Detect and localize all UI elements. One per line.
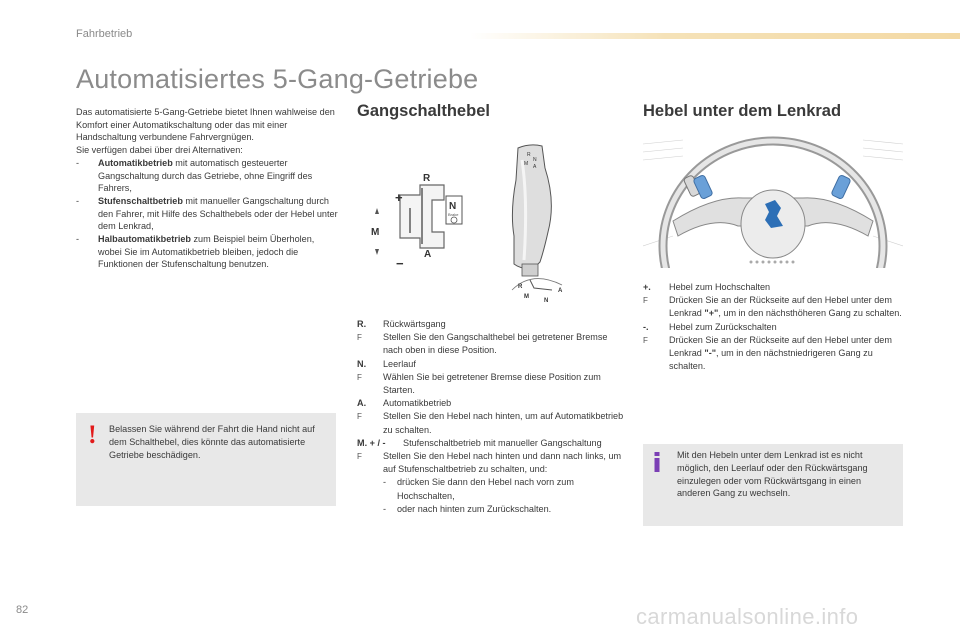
paddles-list: [643, 281, 908, 373]
watermark: carmanualsonline.info: [636, 604, 859, 629]
page-title: Automatisiertes 5-Gang-Getriebe: [76, 64, 479, 94]
base-label-r: R: [518, 284, 523, 290]
mode-term: Stufenschaltbetrieb: [98, 195, 183, 206]
info-icon: [653, 452, 661, 472]
mode-term: Halbautomatikbetrieb: [98, 234, 191, 245]
intro-paragraph: Das automatisierte 5-Gang-Getriebe bietet Ihnen wahlweise den Komfort einer Automatikschaltung oder das mit einer Handschaltung verbundene Fahrvergnügen.: [76, 107, 335, 143]
knob-label-m: M: [524, 161, 529, 167]
knob-label-a: A: [533, 164, 537, 170]
list-item: - Halbautomatikbetrieb zum Beispiel beim Überholen, wobei Sie im Automatikbetrieb bleiben, jedoch die Funktionen der Stufenschaltung benutzen.: [76, 234, 315, 270]
base-label-m: M: [524, 294, 529, 300]
warning-text: Belassen Sie während der Fahrt die Hand nicht auf dem Schalthebel, dies könnte das automatisierte Getriebe beschädigen.: [109, 424, 315, 460]
steering-wheel-illustration: [643, 136, 903, 268]
page-number: 82: [16, 604, 29, 616]
bullet-icon: F: [357, 333, 362, 343]
knob-label-r: R: [527, 152, 531, 158]
list-item: R. Rückwärtsgang: [357, 319, 446, 329]
list-item: F Drücken Sie an der Rückseite auf den Hebel unter dem Lenkrad "-", um in den nächstniedrigeren Gang zu schalten.: [643, 334, 908, 374]
bullet-icon: F: [643, 335, 648, 345]
paddles-title: Hebel unter dem Lenkrad: [643, 102, 842, 120]
gate-label-r: R: [423, 173, 431, 184]
bullet-icon: F: [357, 412, 362, 422]
list-item: - oder nach hinten zum Zurückschalten.: [383, 503, 552, 514]
list-item: F Stellen Sie den Hebel nach hinten und dann nach links, um auf Stufenschaltbetrieb zu schalten, und:: [357, 450, 627, 476]
gear-lever-list: [357, 318, 627, 516]
list-item: N. Leerlauf: [357, 358, 416, 369]
gate-label-a: A: [424, 249, 432, 260]
header-accent-bar: [470, 33, 960, 39]
list-item: A. Automatikbetrieb: [357, 398, 452, 409]
gate-label-m: M: [371, 227, 380, 238]
list-item: - drücken Sie dann den Hebel nach vorn zum Hochschalten,: [383, 477, 574, 501]
section-label: Fahrbetrieb: [76, 28, 133, 40]
list-item: F Stellen Sie den Hebel nach hinten, um auf Automatikbetrieb zu schalten.: [357, 410, 627, 436]
intro-text: [76, 106, 338, 271]
gate-label-plus: +: [395, 190, 403, 205]
list-item: - Stufenschaltbetrieb mit manueller Gangschaltung durch den Fahrer, mit Hilfe des Schalthebels oder der Hebel unter dem Lenkrad,: [76, 195, 338, 232]
intro-alternatives: Sie verfügen dabei über drei Alternativen:: [76, 145, 243, 156]
bullet-icon: F: [357, 452, 362, 462]
list-item: F Wählen Sie bei getretener Bremse diese Position zum Starten.: [357, 371, 627, 397]
gate-label-n: N: [449, 201, 457, 212]
bullet-icon: F: [643, 296, 648, 306]
base-label-n: N: [544, 298, 549, 304]
info-text: Mit den Hebeln unter dem Lenkrad ist es nicht möglich, den Leerlauf oder den Rückwärtsgang einzulegen oder vom Rückwärtsgang in einen anderen Gang zu wechseln.: [677, 450, 868, 499]
list-item: F Stellen Sie den Gangschalthebel bei getretener Bremse nach oben in diese Position.: [357, 331, 627, 357]
gear-lever-title: Gangschalthebel: [357, 102, 490, 120]
bullet-icon: F: [357, 372, 362, 382]
list-item: M. + / - Stufenschaltbetrieb mit manueller Gangschaltung: [357, 437, 602, 448]
list-item: - Automatikbetrieb mit automatisch gesteuerter Gangschaltung durch das Getriebe, ohne Eingriff des Fahrers,: [76, 157, 313, 194]
gate-label-minus: −: [396, 256, 404, 271]
gate-label-n-small: Brake: [448, 212, 459, 217]
gear-lever-illustration: [362, 140, 627, 310]
list-item: +. Hebel zum Hochschalten: [643, 282, 771, 292]
list-item: -. Hebel zum Zurückschalten: [643, 321, 777, 332]
knob-label-n: N: [533, 157, 537, 163]
gear-lever-icon: [512, 145, 563, 304]
mode-term: Automatikbetrieb: [98, 157, 173, 168]
warning-icon: !: [88, 420, 97, 449]
base-label-a: A: [558, 288, 563, 294]
list-item: F Drücken Sie an der Rückseite auf den Hebel unter dem Lenkrad "+", um in den nächsthöheren Gang zu schalten.: [643, 294, 908, 320]
